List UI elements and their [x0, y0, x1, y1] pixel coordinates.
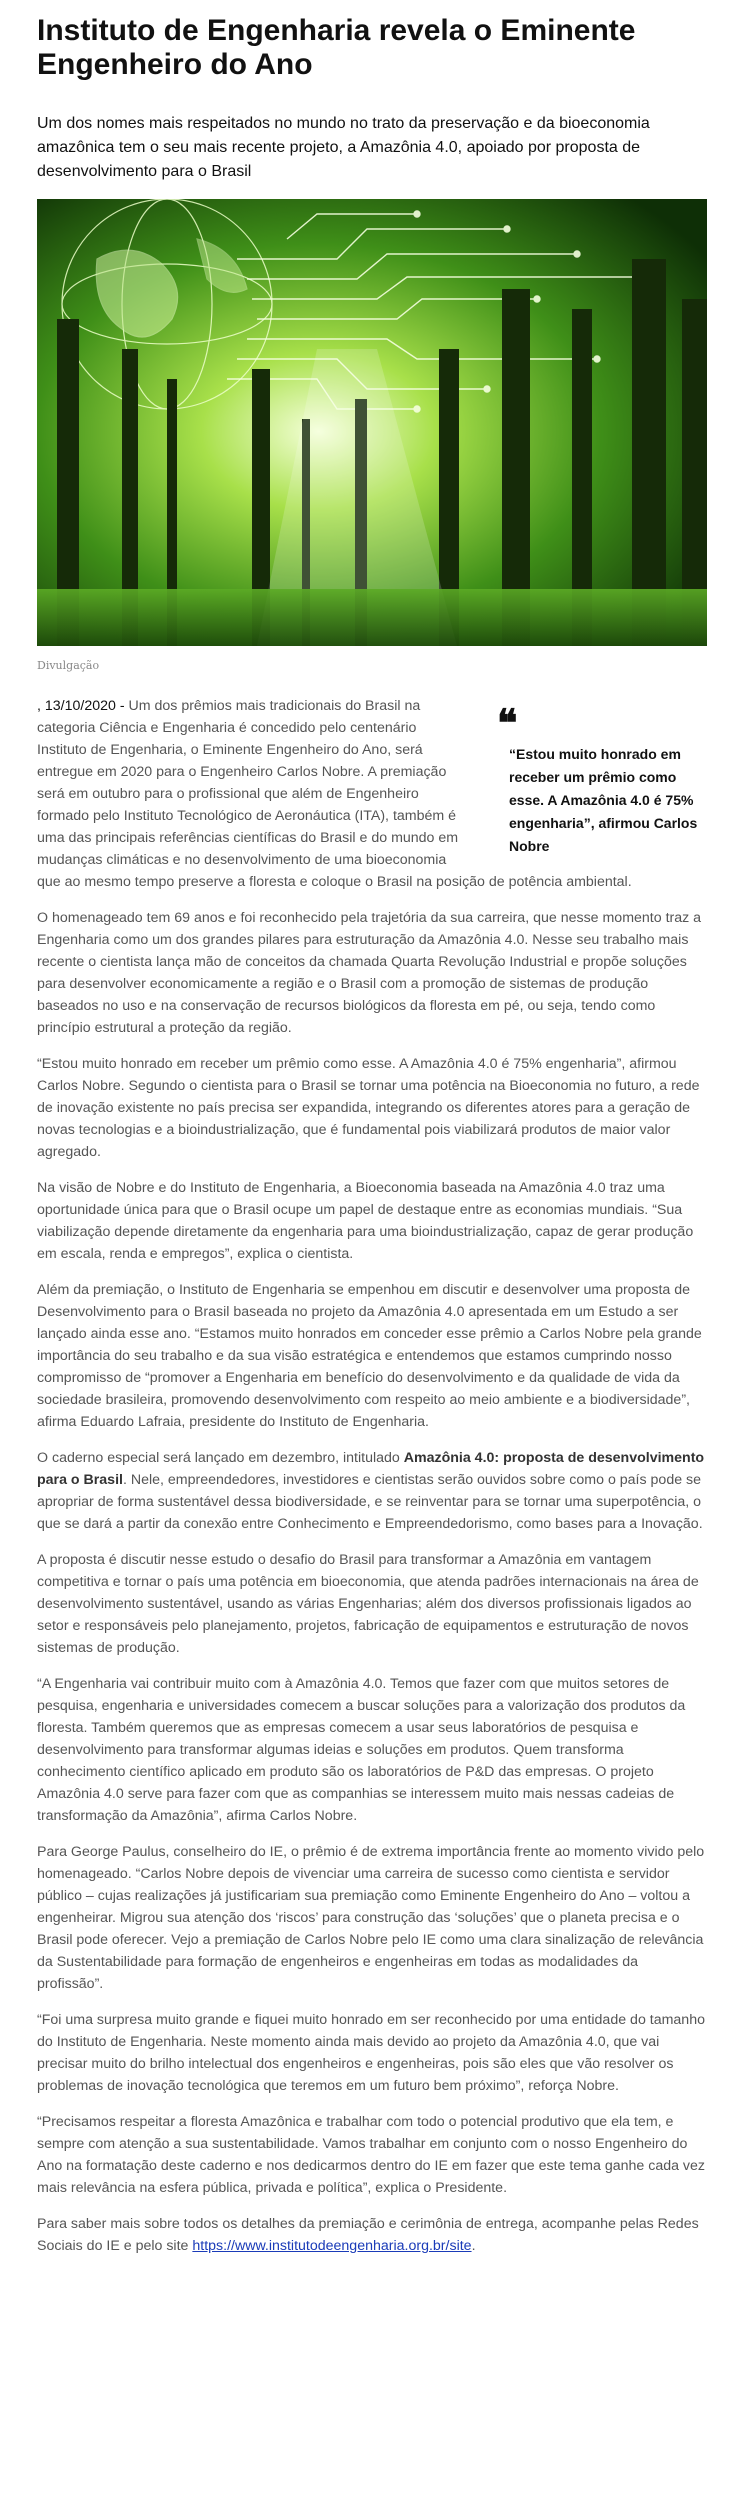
paragraph: Além da premiação, o Instituto de Engenharia se empenhou em discutir e desenvolver uma proposta de Desenvolvimento para o Brasil baseada no projeto da Amazônia 4.0 apresentada em um Estudo a ser lançado ainda esse ano. “Estamos muito honrados em conceder esse prêmio a Carlos Nobre pela grande importância do seu trabalho e da sua visão estratégica e entendemos que estamos cumprindo nosso compromisso de “promover a Engenharia em benefício do desenvolvimento e da qualidade de vida da sociedade brasileira, promovendo desenvolvimento com respeito ao meio ambiente e a biodiversidade”, afirma Eduardo Lafraia, presidente do Instituto de Engenharia.: [37, 1282, 702, 1430]
article-date: , 13/10/2020 -: [37, 698, 129, 714]
quote-icon: ❝: [497, 703, 518, 745]
paragraph: A proposta é discutir nesse estudo o desafio do Brasil para transformar a Amazônia em vantagem competitiva e tornar o país uma potência em bioeconomia, que atenda padrões internacionais na área de desenvolvimento sustentável, usando as várias Engenharias; além dos diversos profissionais ligados ao setor e responsáveis pelo planejamento, projetos, fabricação de equipamentos e estruturação de novos sistemas de produção.: [37, 1552, 699, 1656]
publication-title: Amazônia 4.0: proposta de desenvolvimento para o Brasil: [37, 1450, 705, 1488]
paragraph: Para saber mais sobre todos os detalhes da premiação e cerimônia de entrega, acompanhe pelas Redes Sociais do IE e pelo site https://www.institutodeengenharia.org.br/site.: [37, 2216, 699, 2254]
paragraph: O caderno especial será lançado em dezembro, intitulado Amazônia 4.0: proposta de desenvolvimento para o Brasil. Nele, empreendedores, investidores e cientistas serão ouvidos sobre como o país pode se apropriar de forma sustentável dessa biodiversidade, e se reinventar para se tornar uma superpotência, o que se dará a partir da conexão entre Conhecimento e Empreendedorismo, como bases para a Inovação.: [37, 1450, 705, 1532]
article-title: Instituto de Engenharia revela o Eminente Engenheiro do Ano: [37, 14, 636, 81]
paragraph: Na visão de Nobre e do Instituto de Engenharia, a Bioeconomia baseada na Amazônia 4.0 traz uma oportunidade única para que o Brasil ocupe um papel de destaque entre as economias mundiais. “Sua viabilização depende diretamente da engenharia para uma bioindustrialização, capaz de gerar produção em escala, renda e empregos”, explica o cientista.: [37, 1180, 694, 1262]
article-subtitle: Um dos nomes mais respeitados no mundo no trato da preservação e da bioeconomia amazônica tem o seu mais recente projeto, a Amazônia 4.0, apoiado por proposta de desenvolvimento para o Brasil: [37, 115, 650, 180]
pull-quote-text: “Estou muito honrado em receber um prêmio como esse. A Amazônia 4.0 é 75% engenharia”, afirmou Carlos Nobre: [509, 746, 698, 854]
paragraph: “A Engenharia vai contribuir muito com à Amazônia 4.0. Temos que fazer com que muitos setores de pesquisa, engenharia e universidades comecem a buscar soluções para a valorização dos produtos da floresta. Também queremos que as empresas comecem a usar seus laboratórios de pesquisa e desenvolvimento para transformar algumas ideias e soluções em produtos. Quem transforma conhecimento científico aplicado em produto são os laboratórios de P&D das empresas. O projeto Amazônia 4.0 serve para fazer com que as companhias se interessem muito mais nessas cadeias de transformação da Amazônia”, afirma Carlos Nobre.: [37, 1676, 686, 1824]
hero-image: [37, 199, 707, 646]
image-caption: Divulgação: [37, 659, 100, 672]
paragraph: “Foi uma surpresa muito grande e fiquei muito honrado em ser reconhecido por uma entidade do tamanho do Instituto de Engenharia. Neste momento ainda mais devido ao projeto da Amazônia 4.0, que vai precisar muito do brilho intelectual dos engenheiros e engenheiras, pois são eles que vão resolver os problemas de inovação tecnológica que teremos em um futuro bem próximo”, reforça Nobre.: [37, 2012, 705, 2094]
paragraph: , 13/10/2020 - Um dos prêmios mais tradicionais do Brasil na categoria Ciência e Engenharia é concedido pelo centenário Instituto de Engenharia, o Eminente Engenheiro do Ano, será entregue em 2020 para o Engenheiro Carlos Nobre. A premiação será em outubro para o profissional que além de Engenheiro formado pelo Instituto Tecnológico de Aeronáutica (ITA), também é uma das principais referências científicas do Brasil e do mundo em mudanças climáticas e no desenvolvimento de uma bioeconomia que ao mesmo tempo preserve a floresta e coloque o Brasil na posição de potência ambiental.: [37, 698, 632, 890]
article-body: [37, 695, 707, 2257]
paragraph: “Precisamos respeitar a floresta Amazônica e trabalhar com todo o potencial produtivo que ela tem, e sempre com atenção a sua sustentabilidade. Vamos trabalhar em conjunto com o nosso Engenheiro do Ano na formatação deste caderno e nos dedicarmos dentro do IE em fazer que este tema ganhe cada vez mais relevância na esfera pública, privada e política”, explica o Presidente.: [37, 2114, 706, 2196]
forest-floor: [37, 589, 707, 646]
paragraph: Para George Paulus, conselheiro do IE, o prêmio é de extrema importância frente ao momento vivido pelo homenageado. “Carlos Nobre depois de vivenciar uma carreira de sucesso como cientista e servidor público – cujas realizações já justificariam sua premiação como Eminente Engenheiro do Ano – voltou a engenheirar. Migrou sua atenção dos ‘riscos’ para construção das ‘soluções’ que o planeta precisa e o Brasil pode oferecer. Vejo a premiação de Carlos Nobre pelo IE como uma clara sinalização de relevância da Sustentabilidade para formação de engenheiros e engenheiras em todas as modalidades da profissão”.: [37, 1844, 705, 1992]
pull-quote: [497, 703, 707, 858]
website-link[interactable]: https://www.institutodeengenharia.org.br/site: [192, 2238, 472, 2254]
article: [37, 0, 707, 2271]
paragraph: O homenageado tem 69 anos e foi reconhecido pela trajetória da sua carreira, que nesse momento traz a Engenharia como um dos grandes pilares para estruturação da Amazônia 4.0. Nesse seu trabalho mais recente o cientista lança mão de conceitos da chamada Quarta Revolução Industrial e propõe soluções para desenvolver economicamente a região e o Brasil com a promoção de sistemas de produção baseados no uso e na conservação de recursos biológicos da floresta em pé, ou seja, tendo como princípio estrutural a proteção da região.: [37, 910, 702, 1036]
paragraph: “Estou muito honrado em receber um prêmio como esse. A Amazônia 4.0 é 75% engenharia”, afirmou Carlos Nobre. Segundo o cientista para o Brasil se tornar uma potência na Bioeconomia no futuro, a rede de inovação existente no país precisa ser expandida, integrando os diferentes atores para a geração de novas tecnologias e a bioindustrialização, que é fundamental pois viabilizará produtos de maior valor agregado.: [37, 1056, 700, 1160]
